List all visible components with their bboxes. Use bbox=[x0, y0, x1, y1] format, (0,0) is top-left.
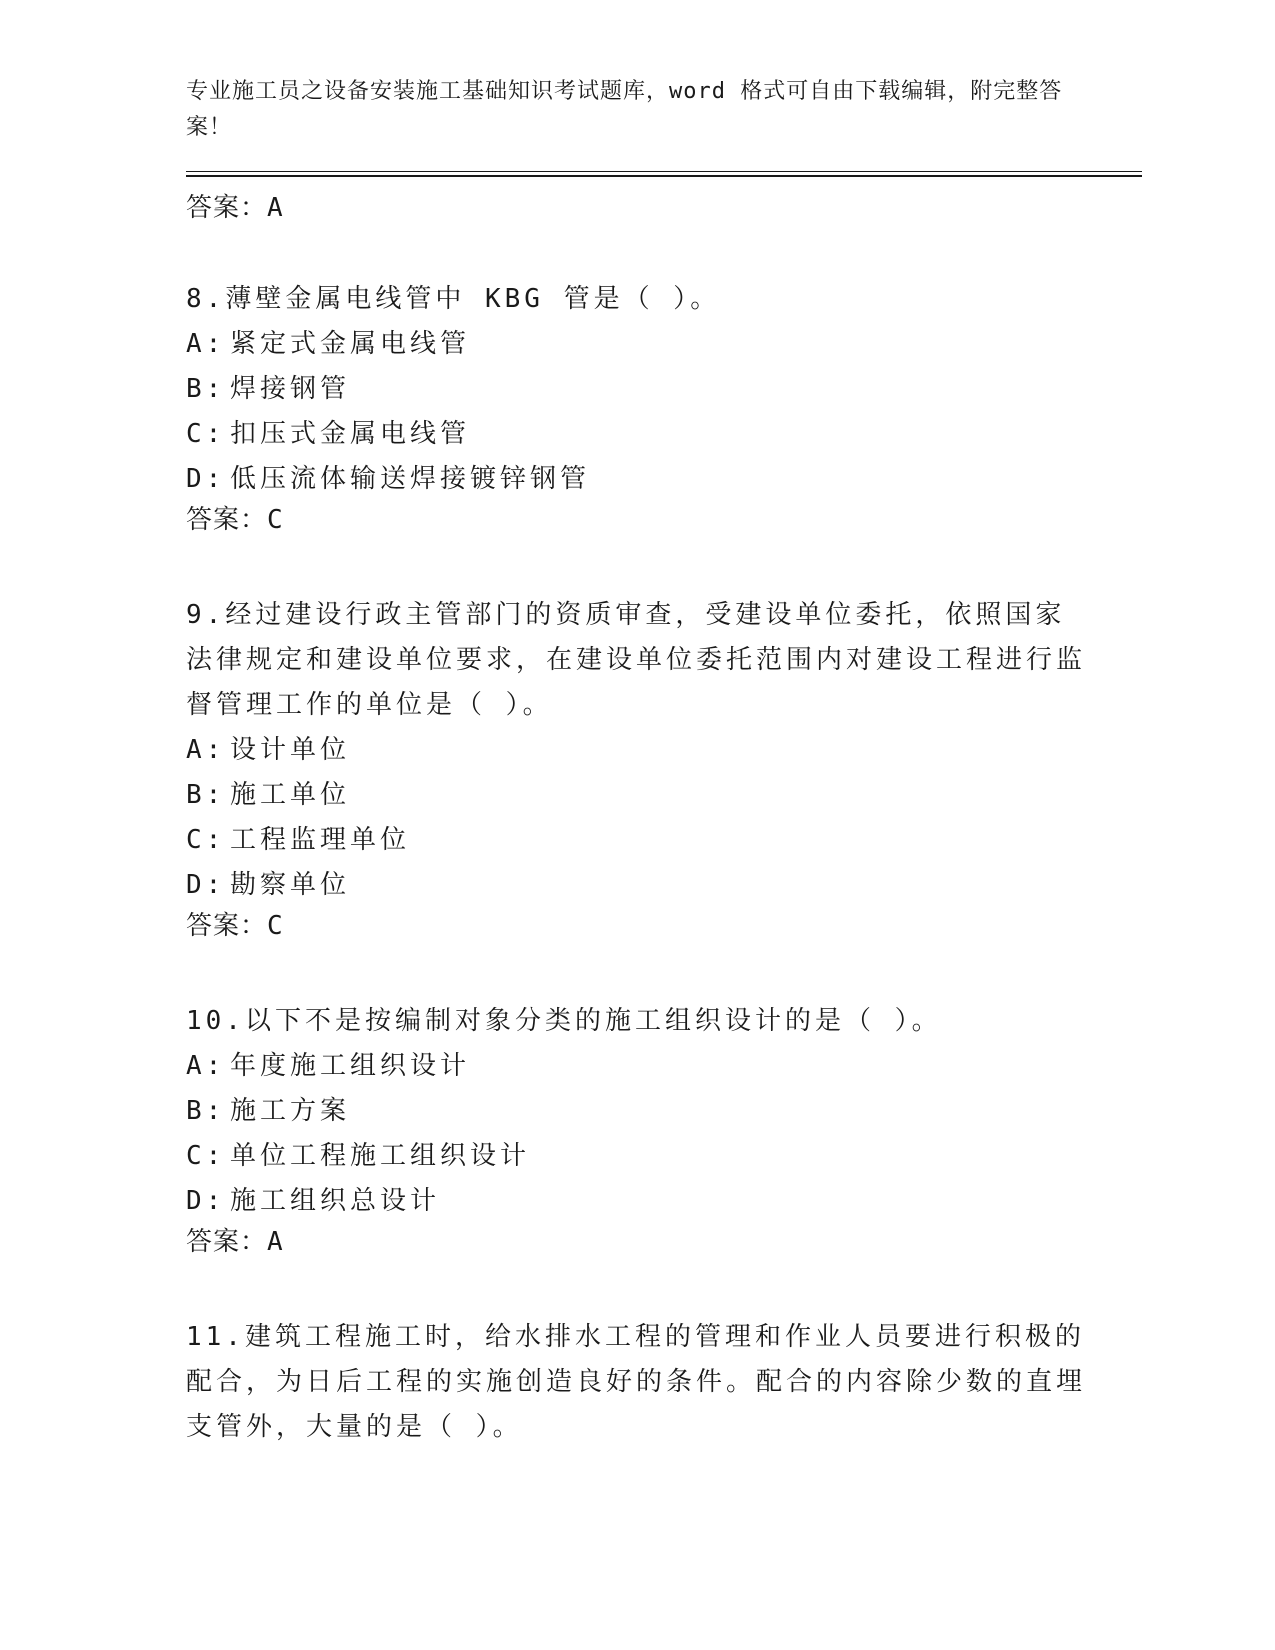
question-stem bbox=[186, 1315, 1086, 1450]
question-text: 薄壁金属电线管中 KBG 管是（ ）。 bbox=[225, 284, 721, 314]
question-10 bbox=[186, 999, 1086, 1260]
option-text: 单位工程施工组织设计 bbox=[230, 1141, 531, 1171]
document-header: 专业施工员之设备安装施工基础知识考试题库，word 格式可自由下载编辑，附完整答案！ bbox=[186, 79, 1063, 140]
answer-line bbox=[186, 1224, 1086, 1260]
question-number: 10. bbox=[186, 1006, 245, 1036]
answer-line bbox=[186, 502, 1086, 538]
option-d bbox=[186, 863, 1086, 908]
option-text: 低压流体输送焊接镀锌钢管 bbox=[230, 464, 591, 494]
answer-line bbox=[186, 908, 1086, 944]
option-d bbox=[186, 457, 1086, 502]
option-d bbox=[186, 1179, 1086, 1224]
option-letter: B: bbox=[186, 1096, 226, 1126]
option-text: 工程监理单位 bbox=[230, 825, 411, 855]
option-letter: D: bbox=[186, 464, 226, 494]
question-content bbox=[186, 190, 1086, 1450]
question-11 bbox=[186, 1315, 1086, 1450]
answer-value: A bbox=[267, 193, 284, 223]
option-c bbox=[186, 818, 1086, 863]
option-text: 勘察单位 bbox=[230, 870, 351, 900]
question-number: 8. bbox=[186, 284, 226, 314]
option-text: 焊接钢管 bbox=[230, 374, 351, 404]
option-a bbox=[186, 728, 1086, 773]
answer-label: 答案： bbox=[186, 193, 268, 223]
previous-answer bbox=[186, 190, 1086, 226]
option-b bbox=[186, 1089, 1086, 1134]
option-b bbox=[186, 367, 1086, 412]
option-letter: D: bbox=[186, 1186, 226, 1216]
option-c bbox=[186, 412, 1086, 457]
option-letter: D: bbox=[186, 870, 226, 900]
option-text: 紧定式金属电线管 bbox=[230, 329, 471, 359]
option-letter: B: bbox=[186, 780, 226, 810]
option-text: 施工组织总设计 bbox=[230, 1186, 441, 1216]
option-text: 施工单位 bbox=[230, 780, 351, 810]
answer-value: C bbox=[267, 505, 284, 535]
question-stem bbox=[186, 277, 1086, 322]
option-text: 施工方案 bbox=[230, 1096, 351, 1126]
question-9 bbox=[186, 593, 1086, 944]
question-stem bbox=[186, 999, 1086, 1044]
answer-value: A bbox=[267, 1227, 284, 1257]
answer-label: 答案： bbox=[186, 505, 268, 535]
option-letter: A: bbox=[186, 1051, 226, 1081]
header-rule-thick bbox=[186, 175, 1142, 177]
option-letter: C: bbox=[186, 419, 226, 449]
option-letter: A: bbox=[186, 735, 226, 765]
option-b bbox=[186, 773, 1086, 818]
option-letter: C: bbox=[186, 1141, 226, 1171]
option-letter: C: bbox=[186, 825, 226, 855]
answer-value: C bbox=[267, 911, 284, 941]
answer-label: 答案： bbox=[186, 1227, 268, 1257]
option-a bbox=[186, 1044, 1086, 1089]
option-text: 年度施工组织设计 bbox=[230, 1051, 471, 1081]
answer-label: 答案： bbox=[186, 911, 268, 941]
question-text: 经过建设行政主管部门的资质审查，受建设单位委托，依照国家法律规定和建设单位要求，在建设单位委托范围内对建设工程进行监督管理工作的单位是（ ）。 bbox=[186, 600, 1087, 720]
question-number: 11. bbox=[186, 1322, 245, 1352]
question-text: 建筑工程施工时，给水排水工程的管理和作业人员要进行积极的配合，为日后工程的实施创造良好的条件。配合的内容除少数的直埋支管外，大量的是（ ）。 bbox=[186, 1322, 1087, 1442]
option-letter: B: bbox=[186, 374, 226, 404]
question-8 bbox=[186, 277, 1086, 538]
option-a bbox=[186, 322, 1086, 367]
header-rule-thin bbox=[186, 171, 1142, 172]
question-stem bbox=[186, 593, 1086, 728]
option-letter: A: bbox=[186, 329, 226, 359]
question-number: 9. bbox=[186, 600, 226, 630]
question-text: 以下不是按编制对象分类的施工组织设计的是（ ）。 bbox=[244, 1006, 942, 1036]
option-c bbox=[186, 1134, 1086, 1179]
option-text: 设计单位 bbox=[230, 735, 351, 765]
option-text: 扣压式金属电线管 bbox=[230, 419, 471, 449]
